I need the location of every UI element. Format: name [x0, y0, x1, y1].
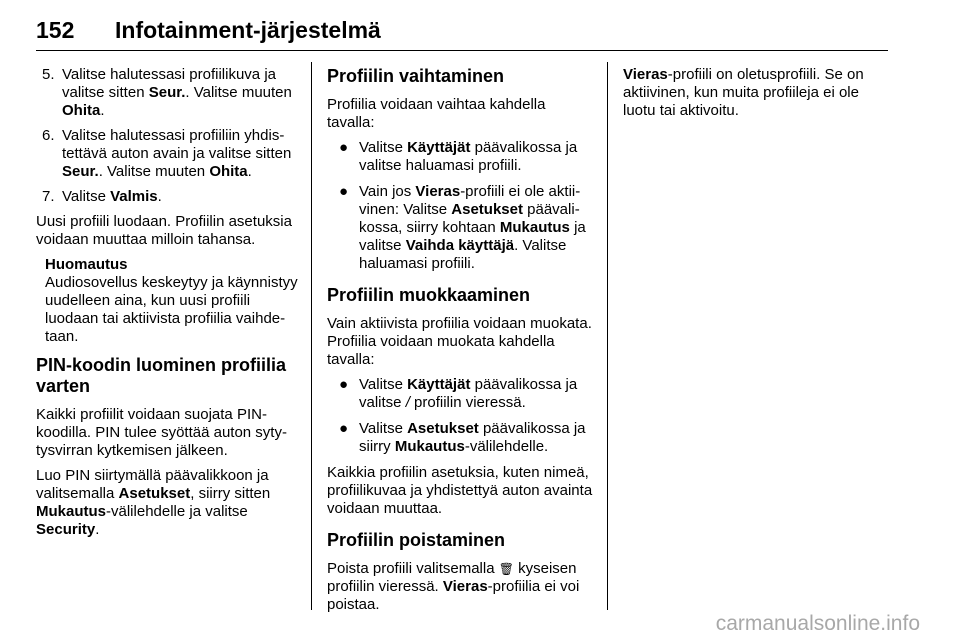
bullet-icon: ● [339, 376, 349, 393]
column-3 [623, 66, 885, 127]
bullet-item: ● Valitse Käyttäjät päävalikossa ja valitse / profiilin vieressä. [339, 376, 578, 411]
section-heading-change: Profiilin vaihtaminen [327, 66, 505, 86]
column-divider-1 [311, 62, 312, 610]
bullet-item: ● Valitse Käyttäjät päävalikossa ja valitse haluamasi profiili. [339, 139, 578, 174]
bullet-item: ● Valitse Asetukset päävalikossa ja siirry Mukautus-välilehdelle. [339, 420, 586, 455]
note-title: Huomautus [45, 256, 128, 273]
bullet-icon: ● [339, 139, 349, 156]
paragraph: Luo PIN siirtymällä päävalikkoon ja valitsemalla Asetukset, siirry sitten Mukautus-välilehdelle ja valitse Security. [36, 467, 271, 538]
page-number: 152 [36, 17, 75, 43]
paragraph: Kaikki profiilit voidaan suojata PIN-koodilla. PIN tulee syöttää auton sytytysvirran kytkemisen jälkeen. [36, 406, 287, 459]
note-box [36, 256, 298, 346]
watermark-text: carmanualsonline.info [715, 612, 920, 635]
page-header [36, 0, 888, 51]
bullet-icon: ● [339, 420, 349, 437]
column-divider-2 [607, 62, 608, 610]
column-2 [327, 66, 593, 621]
step-6: 6. Valitse halutessasi profiiliin yhdistettävä auton avain ja valitse sitten Seur.. Valitse muuten Ohita. [42, 127, 292, 180]
bullet-icon: ● [339, 183, 349, 200]
step-5: 5. Valitse halutessasi profiilikuva ja valitse sitten Seur.. Valitse muuten Ohita. [42, 66, 292, 119]
paragraph: Uusi profiili luodaan. Profiilin asetuksia voidaan muuttaa milloin tahansa. [36, 213, 292, 248]
paragraph: Vieras-profiili on oletusprofiili. Se on aktiivinen, kun muita profiileja ei ole luotu tai aktivoitu. [623, 66, 864, 119]
section-heading-delete: Profiilin poistaminen [327, 530, 506, 550]
step-7: 7. Valitse Valmis. [42, 188, 162, 205]
paragraph: Vain aktiivista profiilia voidaan muokata. Profiilia voidaan muokata kahdella tavalla: [327, 315, 592, 368]
page-title: Infotainment-järjestelmä [115, 17, 381, 43]
column-1 [36, 66, 298, 546]
bullet-item: ● Vain jos Vieras-profiili ei ole aktiivinen: Valitse Asetukset päävalikossa, siirry kohtaan Mukautus ja valitse Vaihda käyttäjä. Valitse haluamasi profiili. [339, 183, 586, 272]
paragraph: Poista profiili valitsemalla 🗑 kyseisen profiilin vieressä. Vieras-profiilia ei voi poistaa. [327, 560, 580, 613]
paragraph: Profiilia voidaan vaihtaa kahdella tavalla: [327, 96, 546, 131]
section-heading-edit: Profiilin muokkaaminen [327, 285, 531, 305]
section-heading-pin: PIN-koodin luominen profiilia varten [36, 355, 286, 396]
paragraph: Kaikkia profiilin asetuksia, kuten nimeä, profiilikuvaa ja yhdistettyä auton avainta voidaan muuttaa. [327, 464, 593, 517]
edit-icon: / [405, 394, 410, 411]
trash-icon: 🗑 [498, 562, 514, 576]
note-text: Audiosovellus keskeytyy ja käynnistyy uudelleen aina, kun uusi profiili luodaan tai aktiivista profiilia vaihdetaan. [45, 274, 298, 345]
